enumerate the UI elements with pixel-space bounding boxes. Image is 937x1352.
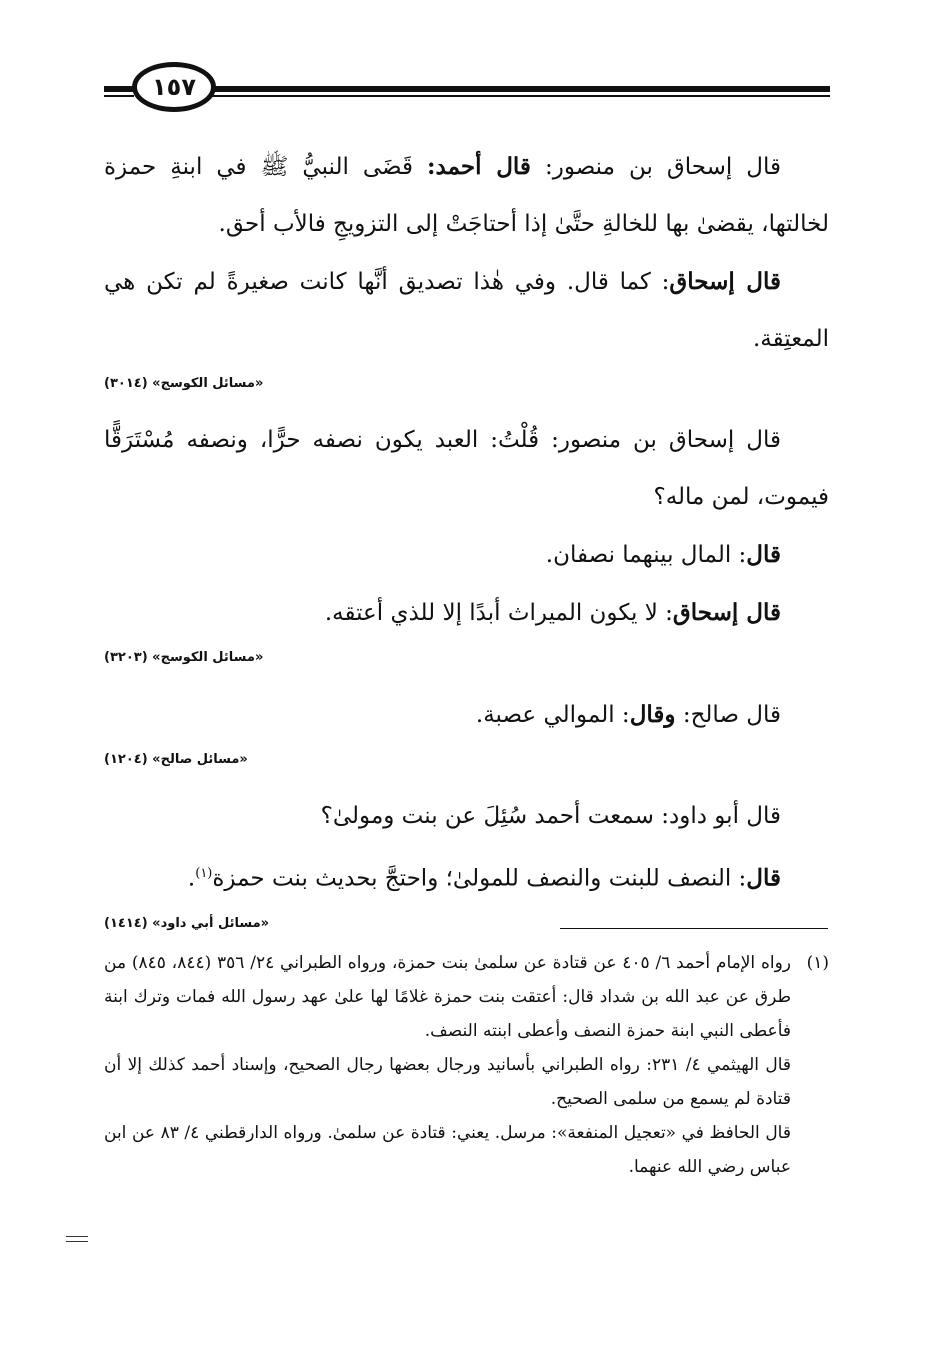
paragraph — [104, 253, 829, 368]
paragraph-text: قال صالح: — [675, 702, 781, 728]
paragraph-text: قال أبو داود: سمعت أحمد سُئِلَ عن بنت ومولىٰ؟ — [320, 803, 781, 829]
source-citation: «مسائل صالح» (١٢٠٤) — [104, 752, 248, 767]
margin-mark — [66, 1236, 88, 1246]
footnote-separator — [560, 928, 828, 929]
footnote-number: (١) — [806, 953, 829, 973]
page-header — [104, 62, 830, 112]
footnote-paragraph: قال الهيثمي ٤/ ٢٣١: رواه الطبراني بأسانيد ورجال بعضها رجال الصحيح، وإسناد أحمد كذلك إلا أن قتادة لم يسمع من سلمى الصحيح. — [104, 1055, 791, 1109]
footnote — [104, 946, 829, 1184]
paragraph-text: قال إسحاق بن منصور: قُلْتُ: العبد يكون نصفه حرًّا، ونصفه مُسْتَرَقًّا فيموت، لمن ماله؟ — [104, 427, 829, 510]
paragraph-text: : الموالي عصبة. — [475, 702, 630, 728]
speaker-label: وقال — [629, 701, 676, 728]
paragraph-text: : المال بينهما نصفان. — [545, 542, 747, 568]
header-rule-left — [104, 95, 134, 97]
source-citation: «مسائل الكوسج» (٣٢٠٣) — [104, 650, 264, 665]
paragraph-text: : لا يكون الميراث أبدًا إلا للذي أعتقه. — [324, 600, 673, 626]
paragraph — [104, 138, 829, 253]
paragraph-text: . — [187, 865, 196, 892]
paragraph — [104, 412, 829, 526]
page-number: ١٥٧ — [132, 62, 216, 112]
footnotes — [104, 946, 829, 1184]
speaker-label: قال — [746, 864, 781, 892]
speaker-label: قال إسحاق — [669, 268, 781, 295]
paragraph-text: : النصف للبنت والنصف للمولىٰ؛ واحتجَّ بحديث بنت حمزة — [212, 865, 747, 892]
footnote-paragraph: قال الحافظ في «تعجيل المنفعة»: مرسل. يعني: قتادة عن سلمىٰ. ورواه الدارقطني ٤/ ٨٣ عن ابن عباس رضي الله عنهما. — [104, 1123, 791, 1177]
source-citation: «مسائل الكوسج» (٣٠١٤) — [104, 376, 264, 391]
paragraph — [104, 788, 829, 845]
paragraph — [104, 845, 829, 908]
source-citation: «مسائل أبي داود» (١٤١٤) — [104, 915, 270, 931]
paragraph-text: قال إسحاق بن منصور: — [530, 154, 781, 180]
paragraph — [104, 526, 829, 584]
paragraph — [104, 686, 829, 744]
paragraph — [104, 584, 829, 642]
footnote-body — [104, 946, 791, 1184]
speaker-label: قال — [746, 541, 781, 568]
speaker-label: قال أحمد: — [427, 153, 531, 180]
speaker-label: قال إسحاق — [672, 599, 781, 626]
main-text — [104, 138, 829, 952]
paragraph-text: قَضَى النبيُّ ﷺ في ابنةِ حمزة لخالتها، يقضىٰ بها للخالةِ حتَّىٰ إذا أحتاجَتْ إلى التزويجِ فالأب أحق. — [104, 154, 829, 237]
paragraph-text: : كما قال. وفي هٰذا تصديق أنَّها كانت صغيرةً لم تكن هي المعتِقة. — [104, 269, 829, 352]
footnote-ref[interactable]: (١) — [195, 866, 213, 881]
header-rule-thin — [194, 95, 830, 97]
footnote-paragraph: رواه الإمام أحمد ٦/ ٤٠٥ عن قتادة عن سلمىٰ بنت حمزة، ورواه الطبراني ٢٤/ ٣٥٦ (٨٤٤، ٨٤٥) من طرق عن عبد الله بن شداد قال: أعتقت بنت حمزة غلامًا لها علىٰ عهد رسول الله فمات وترك ابنة فأعطى النبي ابنة حمزة النصف وأعطى ابنته النصف. — [104, 953, 791, 1041]
